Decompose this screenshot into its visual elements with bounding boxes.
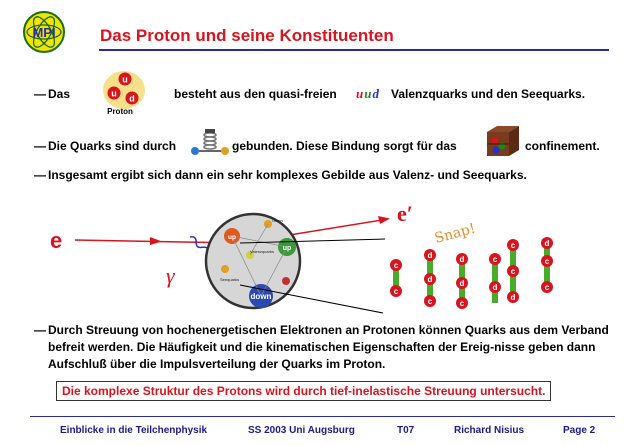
bullet-2-dash: — bbox=[34, 139, 46, 153]
proton-icon bbox=[100, 68, 148, 116]
chain-quark-label: c bbox=[544, 283, 550, 292]
chain-quark-label: d bbox=[510, 293, 516, 302]
quark-chain-1 bbox=[390, 259, 402, 297]
bullet-3-text: Insgesamt ergibt sich dann ein sehr komplexes Gebilde aus Valenz- und Seequarks. bbox=[48, 168, 527, 182]
quark-chain-5 bbox=[507, 239, 519, 303]
chain-quark-label: c bbox=[459, 299, 465, 308]
title-divider bbox=[99, 49, 609, 51]
chain-quark-label: d bbox=[427, 251, 433, 260]
svg-text:up: up bbox=[228, 234, 236, 241]
svg-text:Gluon: Gluon bbox=[272, 218, 283, 223]
svg-text:u: u bbox=[111, 88, 117, 99]
svg-text:Seequarks: Seequarks bbox=[220, 277, 240, 282]
snap-label: Snap! bbox=[432, 220, 478, 247]
explanation-paragraph: — Durch Streuung von hochenergetischen Elektronen an Protonen können Quarks aus dem Verband befreit werden. Die Häufigkeit und die kinematischen Eigenschaften der Ereig-nisse geben dann Aufschluß über die Impulsverteilung der Quarks im Proton. bbox=[34, 323, 609, 371]
bullet-1-text-a: Das bbox=[48, 87, 71, 101]
chain-quark-label: c bbox=[492, 255, 498, 264]
chain-quark-label: c bbox=[393, 287, 399, 296]
svg-text:d: d bbox=[129, 93, 135, 104]
chain-quark-label: d bbox=[459, 255, 465, 264]
quark-chain-6 bbox=[541, 237, 553, 293]
bullet-1-text-b: besteht aus den quasi-freien bbox=[174, 87, 337, 101]
svg-text:u: u bbox=[122, 74, 128, 85]
scattering-diagram bbox=[40, 195, 620, 320]
incoming-electron-label: e bbox=[50, 228, 63, 253]
chain-quark-label: d bbox=[492, 283, 498, 292]
confinement-box-icon bbox=[483, 124, 523, 158]
svg-text:down: down bbox=[250, 292, 272, 301]
bullet-1-text-c: Valenzquarks und den Seequarks. bbox=[391, 87, 586, 101]
bullet-2-text-c: confinement. bbox=[525, 139, 600, 153]
highlight-box: Die komplexe Struktur des Protons wird durch tief-inelastische Streuung untersucht. bbox=[56, 381, 551, 401]
bullet-2-text-a: Die Quarks sind durch bbox=[48, 139, 177, 153]
footer-page: Page 2 bbox=[563, 425, 596, 436]
footer-code: T07 bbox=[397, 425, 415, 436]
chain-quark-label: c bbox=[510, 267, 516, 276]
page-title: Das Proton und seine Konstituenten bbox=[100, 26, 394, 45]
photon-label: γ bbox=[166, 263, 175, 288]
chain-quark-label: d bbox=[544, 239, 550, 248]
chain-quark-label: c bbox=[427, 297, 433, 306]
bullet-3-dash: — bbox=[34, 168, 46, 182]
footer-divider bbox=[30, 416, 615, 417]
gluon-spring-icon bbox=[190, 126, 230, 158]
bullet-1-dash: — bbox=[34, 87, 46, 101]
chain-quark-label: c bbox=[393, 261, 399, 270]
mpi-logo bbox=[22, 10, 66, 54]
chain-quark-label: d bbox=[459, 279, 465, 288]
footer-lecture: Einblicke in die Teilchenphysik bbox=[60, 425, 208, 436]
svg-text:up: up bbox=[282, 245, 292, 252]
bullet-2-text-b: gebunden. Diese Bindung sorgt für das bbox=[232, 139, 457, 153]
chain-quark-label: d bbox=[427, 275, 433, 284]
proton-label: Proton bbox=[107, 107, 133, 116]
outgoing-electron-label: e′ bbox=[397, 201, 413, 226]
quark-chain-2 bbox=[424, 249, 436, 307]
chain-quark-label: c bbox=[510, 241, 516, 250]
footer-author: Richard Nisius bbox=[454, 425, 525, 436]
svg-text:Valenzquarks: Valenzquarks bbox=[250, 249, 274, 254]
chain-quark-label: c bbox=[544, 257, 550, 266]
quark-chain-3 bbox=[456, 253, 468, 309]
footer-semester: SS 2003 Uni Augsburg bbox=[248, 425, 355, 436]
logo-text: MPI bbox=[32, 25, 56, 40]
valence-quark-symbols: uud bbox=[356, 86, 380, 101]
quark-chain-4 bbox=[489, 253, 501, 303]
